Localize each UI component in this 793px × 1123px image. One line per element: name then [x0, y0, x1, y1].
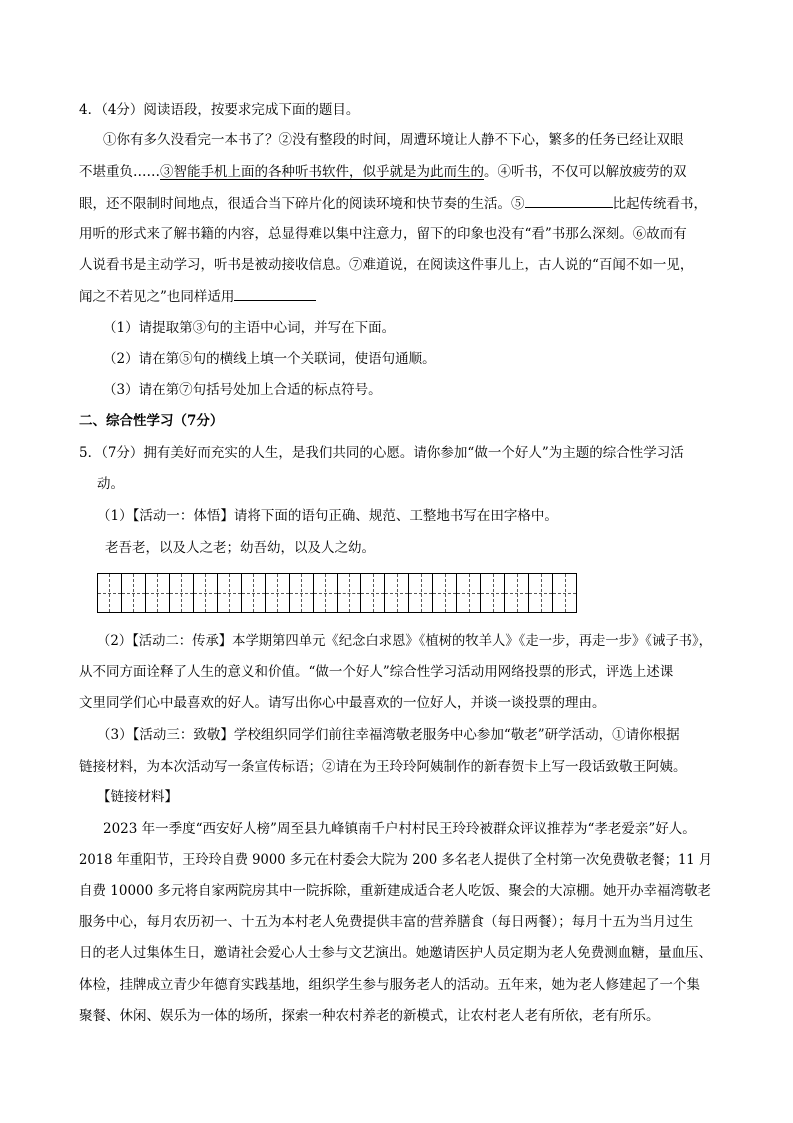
grid-cell[interactable]	[98, 574, 122, 612]
grid-cell[interactable]	[361, 574, 385, 612]
material-line-5: 日的老人过集体生日，邀请社会爱心人士参与文艺演出。她邀请医护人员定期为老人免费测血糖，量血压、	[79, 945, 712, 961]
fill-blank-5[interactable]	[525, 193, 613, 208]
grid-cell[interactable]	[194, 574, 218, 612]
q4-underlined-sentence: ③智能手机上面的各种听书软件，似乎就是为此而生的	[160, 164, 484, 180]
grid-cell[interactable]	[122, 574, 146, 612]
q4-passage-text: 。④听书，不仅可以解放疲劳的双	[484, 164, 687, 180]
question-5-intro-line-2: 动。	[97, 476, 124, 492]
grid-cell[interactable]	[338, 574, 362, 612]
grid-cell[interactable]	[481, 574, 505, 612]
q4-subquestion-2: （2）请在第⑤句的横线上填一个关联词，使语句通顺。	[103, 351, 436, 367]
grid-cell[interactable]	[457, 574, 481, 612]
q4-passage-text: 不堪重负……	[79, 164, 160, 180]
q4-passage-line-1: ①你有多久没看完一本书了？②没有整段的时间，周遭环境让人静不下心，繁多的任务已经让双眼	[103, 132, 684, 148]
section-2-title: 二、综合性学习（7分）	[79, 413, 224, 429]
grid-cell[interactable]	[170, 574, 194, 612]
activity-2-line-1: （2）【活动二：传承】本学期第四单元《纪念白求恩》《植树的牧羊人》《走一步，再走一步》《诫子书》，	[97, 633, 712, 649]
q4-subquestion-1: （1）请提取第③句的主语中心词，并写在下面。	[103, 320, 396, 336]
grid-cell[interactable]	[529, 574, 553, 612]
grid-cell[interactable]	[242, 574, 266, 612]
material-line-6: 体检，挂牌成立青少年德育实践基地，组织学生参与服务老人的活动。五年来，她为老人修建起了一个集	[79, 977, 700, 993]
grid-cell[interactable]	[553, 574, 576, 612]
q4-passage-line-2	[79, 162, 687, 182]
fill-blank-7[interactable]	[234, 286, 316, 301]
material-line-3: 自费 10000 多元将自家两院房其中一院拆除，重新建成适合老人吃饭、聚会的大凉棚。她开办幸福湾敬老	[79, 883, 712, 899]
question-5-intro-line-1: 5．（7分）拥有美好而充实的人生，是我们共同的心愿。请你参加“做一个好人”为主题的综合性学习活	[79, 445, 684, 461]
material-line-4: 服务中心，每月农历初一、十五为本村老人免费提供丰富的营养膳食（每日两餐）；每月十五为当月过生	[79, 914, 694, 930]
q4-passage-line-6	[79, 286, 316, 307]
q4-passage-line-4: 用听的形式来了解书籍的内容，总显得难以集中注意力，留下的印象也没有“看”书那么深刻。⑥故而有	[79, 226, 687, 242]
grid-cell[interactable]	[385, 574, 409, 612]
question-4-header: 4．（4分）阅读语段，按要求完成下面的题目。	[79, 102, 360, 118]
q4-passage-text: 眼，还不限制时间地点，很适合当下碎片化的阅读环境和快节奏的生活。⑤	[79, 196, 525, 212]
grid-cell[interactable]	[505, 574, 529, 612]
activity-3-line-1: （3）【活动三：致敬】学校组织同学们前往幸福湾敬老服务中心参加“敬老”研学活动，①请你根据	[97, 727, 680, 743]
q4-passage-line-5: 人说看书是主动学习，听书是被动接收信息。⑦难道说，在阅读这件事儿上，古人说的“百闻不如一见，	[79, 257, 694, 273]
grid-cell[interactable]	[409, 574, 433, 612]
grid-cell[interactable]	[218, 574, 242, 612]
grid-cell[interactable]	[266, 574, 290, 612]
activity-2-line-2: 从不同方面诠释了人生的意义和价值。“做一个好人”综合性学习活动用网络投票的形式，评选上述课	[79, 664, 674, 680]
material-line-2: 2018 年重阳节，王玲玲自费 9000 多元在村委会大院为 200 多名老人提供了全村第一次免费敬老餐；11 月	[79, 852, 712, 868]
grid-cell[interactable]	[146, 574, 170, 612]
q4-passage-line-3	[79, 193, 707, 214]
q4-passage-text: 比起传统看书，	[612, 196, 707, 212]
activity-1-quote: 老吾老，以及人之老；幼吾幼，以及人之幼。	[105, 540, 375, 556]
grid-cell[interactable]	[433, 574, 457, 612]
grid-cell[interactable]	[290, 574, 314, 612]
link-material-title: 【链接材料】	[97, 789, 178, 805]
tianzige-writing-grid[interactable]	[97, 573, 577, 613]
activity-3-line-2: 链接材料，为本次活动写一条宣传标语；②请在为王玲玲阿姨制作的新春贺卡上写一段话致敬王阿姨。	[79, 759, 687, 775]
activity-2-line-3: 文里同学们心中最喜欢的好人。请写出你心中最喜欢的一位好人，并谈一谈投票的理由。	[79, 695, 606, 711]
material-line-1: 2023 年一季度“西安好人榜”周至县九峰镇南千户村村民王玲玲被群众评议推荐为“孝老爱亲”好人。	[103, 821, 696, 837]
q4-passage-text: 闻之不若见之”也同样适用	[79, 289, 235, 305]
q4-subquestion-3: （3）请在第⑦句括号处加上合适的标点符号。	[103, 382, 382, 398]
activity-1-prompt: （1）【活动一：体悟】请将下面的语句正确、规范、工整地书写在田字格中。	[97, 508, 558, 524]
material-line-7: 聚餐、休闲、娱乐为一体的场所，探索一种农村养老的新模式，让农村老人老有所依，老有所乐。	[79, 1008, 660, 1024]
grid-cell[interactable]	[314, 574, 338, 612]
